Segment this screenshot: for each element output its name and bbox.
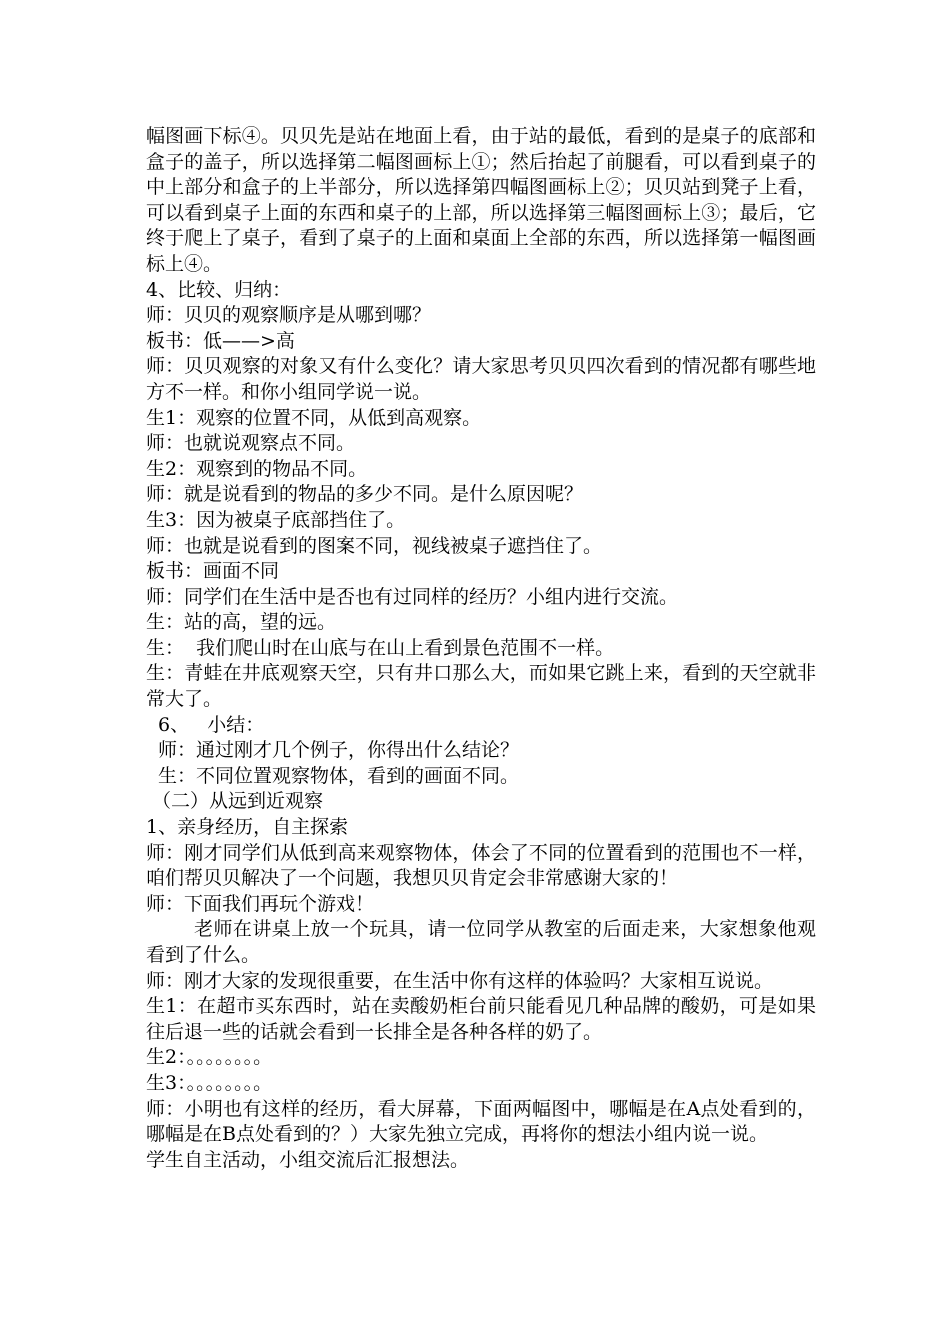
- student-line: 生1：在超市买东西时，站在卖酸奶柜台前只能看见几种品牌的酸奶，可是如果往后退一些的话就会看到一长排全是各种各样的奶了。: [146, 995, 816, 1043]
- student-line: 生：青蛙在井底观察天空，只有井口那么大，而如果它跳上来，看到的天空就非常大了。: [146, 662, 816, 711]
- teacher-line: 师：也就说观察点不同。: [146, 432, 356, 455]
- teacher-line: 师：小明也有这样的经历，看大屏幕，下面两幅图中，哪幅是在A点处看到的，哪幅是在B点处看到的？）大家先独立完成，再将你的想法小组内说一说。: [146, 1097, 816, 1146]
- student-line: 生3：。。。。。。。。: [146, 1071, 273, 1094]
- paragraph-picture-labels: 幅图画下标④。贝贝先是站在地面上看，由于站的最低，看到的是桌子的底部和盒子的盖子，所以选择第二幅图画标上①；然后抬起了前腿看，可以看到桌子的中上部分和盒子的上半部分，所以选择第四幅图画标上②；贝贝站到凳子上看，可以看到桌子上面的东西和桌子的上部，所以选择第三幅图画标上③；最后，它终于爬上了桌子，看到了桌子的上面和桌面上全部的东西，所以选择第一幅图画标上④。: [146, 125, 816, 275]
- student-line: 生1：观察的位置不同，从低到高观察。: [146, 406, 482, 429]
- student-line: 生2：观察到的物品不同。: [146, 457, 368, 480]
- teacher-line: 师：通过刚才几个例子，你得出什么结论？: [158, 739, 520, 762]
- teacher-line: 师：下面我们再玩个游戏！: [146, 892, 375, 915]
- subsection-heading: 1、亲身经历，自主探索: [146, 816, 349, 839]
- student-line: 生： 我们爬山时在山底与在山上看到景色范围不一样。: [146, 636, 615, 659]
- teacher-line: 师：同学们在生活中是否也有过同样的经历？小组内进行交流。: [146, 585, 679, 608]
- activity-description: 学生自主活动，小组交流后汇报想法。: [146, 1148, 470, 1171]
- teacher-line: 师：刚才大家的发现很重要，在生活中你有这样的体验吗？大家相互说说。: [146, 969, 774, 992]
- teacher-line: 师：就是说看到的物品的多少不同。是什么原因呢？: [146, 483, 584, 506]
- activity-description: 老师在讲桌上放一个玩具，请一位同学从教室的后面走来，大家想象他观看到了什么。: [146, 918, 816, 966]
- heading-summary: 6、 小结：: [158, 713, 265, 736]
- board-note: 板书：低——>高: [146, 329, 295, 352]
- teacher-line: 师：也就是说看到的图案不同，视线被桌子遮挡住了。: [146, 534, 603, 557]
- document-body: [146, 124, 816, 1173]
- student-line: 生3：因为被桌子底部挡住了。: [146, 508, 406, 531]
- student-line: 生：不同位置观察物体，看到的画面不同。: [158, 764, 520, 787]
- section-heading: （二）从远到近观察: [152, 790, 324, 813]
- board-note: 板书：画面不同: [146, 560, 280, 583]
- teacher-line: 师：贝贝的观察顺序是从哪到哪？: [146, 304, 432, 327]
- heading-compare-summarize: 4、比较、归纳：: [146, 278, 292, 301]
- student-line: 生2：。。。。。。。。: [146, 1046, 273, 1069]
- student-line: 生：站的高，望的远。: [146, 611, 337, 634]
- teacher-line: 师：刚才同学们从低到高来观察物体，体会了不同的位置看到的范围也不一样，咱们帮贝贝解决了一个问题，我想贝贝肯定会非常感谢大家的！: [146, 841, 816, 890]
- teacher-line: 师：贝贝观察的对象又有什么变化？请大家思考贝贝四次看到的情况都有哪些地方不一样。和你小组同学说一说。: [146, 355, 816, 403]
